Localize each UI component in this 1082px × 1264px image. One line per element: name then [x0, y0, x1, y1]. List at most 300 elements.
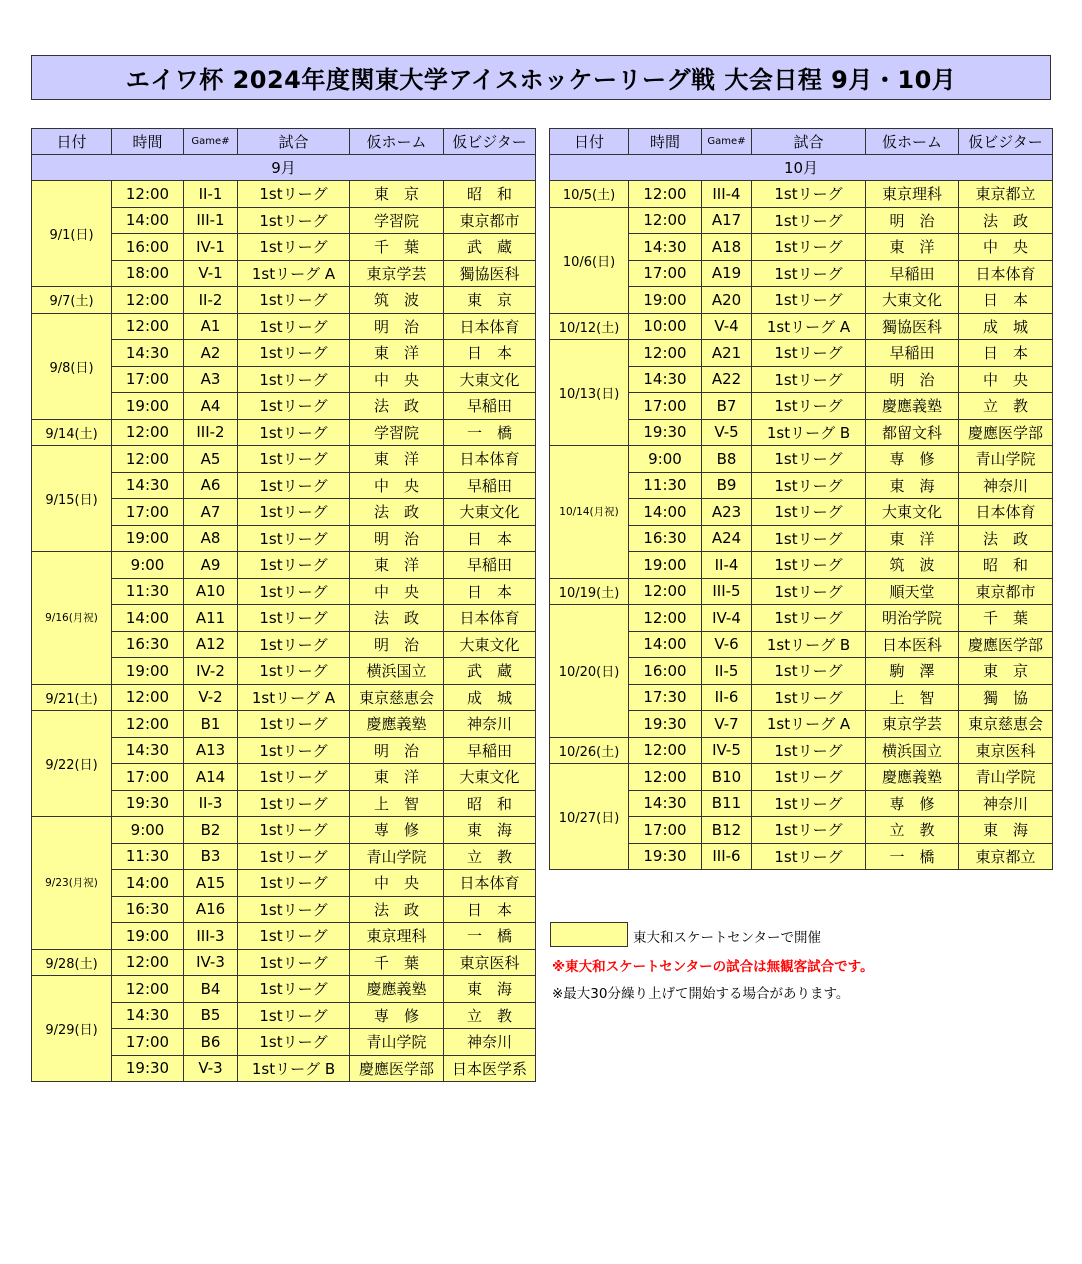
september-schedule-table — [31, 128, 536, 1082]
visitor-cell: 東京医科 — [444, 949, 536, 976]
visitor-cell: 大東文化 — [444, 631, 536, 658]
home-cell: 慶應義塾 — [866, 393, 959, 420]
match-cell: 1stリーグ — [752, 790, 866, 817]
table-row — [550, 605, 1053, 632]
match-cell: 1stリーグ B — [238, 1055, 350, 1082]
time-cell: 12:00 — [112, 446, 184, 473]
visitor-cell: 大東文化 — [444, 764, 536, 791]
game-cell: A11 — [184, 605, 238, 632]
visitor-cell: 東 京 — [444, 287, 536, 314]
game-cell: II-1 — [184, 181, 238, 208]
visitor-cell: 神奈川 — [959, 790, 1053, 817]
game-cell: III-2 — [184, 419, 238, 446]
time-cell: 16:30 — [629, 525, 702, 552]
table-row — [550, 207, 1053, 234]
time-cell: 12:00 — [629, 578, 702, 605]
visitor-cell: 青山学院 — [959, 446, 1053, 473]
match-cell: 1stリーグ — [238, 870, 350, 897]
visitor-cell: 中 央 — [959, 234, 1053, 261]
match-cell: 1stリーグ — [238, 234, 350, 261]
match-cell: 1stリーグ — [238, 340, 350, 367]
game-cell: A23 — [702, 499, 752, 526]
match-cell: 1stリーグ — [238, 552, 350, 579]
time-cell: 14:00 — [112, 870, 184, 897]
home-cell: 一 橋 — [866, 843, 959, 870]
home-cell: 東 海 — [866, 472, 959, 499]
match-cell: 1stリーグ — [238, 525, 350, 552]
home-cell: 東京理科 — [866, 181, 959, 208]
home-cell: 東京理科 — [350, 923, 444, 950]
header-date: 日付 — [32, 129, 112, 155]
home-cell: 法 政 — [350, 605, 444, 632]
match-cell: 1stリーグ — [752, 340, 866, 367]
header-game: Game# — [184, 129, 238, 155]
home-cell: 東京学芸 — [350, 260, 444, 287]
header-row — [550, 129, 1053, 155]
visitor-cell: 日 本 — [444, 340, 536, 367]
header-date: 日付 — [550, 129, 629, 155]
match-cell: 1stリーグ — [752, 525, 866, 552]
game-cell: A16 — [184, 896, 238, 923]
match-cell: 1stリーグ — [238, 817, 350, 844]
date-cell: 9/16(月祝) — [32, 552, 112, 685]
table-row — [550, 764, 1053, 791]
visitor-cell: 日本医学系 — [444, 1055, 536, 1082]
schedule-body — [550, 181, 1053, 870]
home-cell: 早稲田 — [866, 340, 959, 367]
time-cell: 11:30 — [629, 472, 702, 499]
game-cell: B2 — [184, 817, 238, 844]
home-cell: 慶應義塾 — [350, 976, 444, 1003]
visitor-cell: 慶應医学部 — [959, 419, 1053, 446]
home-cell: 横浜国立 — [350, 658, 444, 685]
match-cell: 1stリーグ — [238, 631, 350, 658]
visitor-cell: 昭 和 — [959, 552, 1053, 579]
visitor-cell: 東京都市 — [444, 207, 536, 234]
time-cell: 9:00 — [112, 817, 184, 844]
table-row — [550, 313, 1053, 340]
time-cell: 12:00 — [112, 684, 184, 711]
match-cell: 1stリーグ — [238, 976, 350, 1003]
time-cell: 17:00 — [112, 764, 184, 791]
time-cell: 10:00 — [629, 313, 702, 340]
home-cell: 明 治 — [866, 207, 959, 234]
match-cell: 1stリーグ — [238, 419, 350, 446]
match-cell: 1stリーグ — [752, 234, 866, 261]
time-cell: 14:00 — [112, 207, 184, 234]
date-cell: 10/13(日) — [550, 340, 629, 446]
home-cell: 駒 澤 — [866, 658, 959, 685]
table-row — [550, 181, 1053, 208]
match-cell: 1stリーグ — [238, 896, 350, 923]
time-cell: 16:30 — [112, 896, 184, 923]
match-cell: 1stリーグ — [238, 790, 350, 817]
game-cell: II-2 — [184, 287, 238, 314]
visitor-cell: 大東文化 — [444, 366, 536, 393]
home-cell: 立 教 — [866, 817, 959, 844]
home-cell: 東 洋 — [866, 234, 959, 261]
date-cell: 10/19(土) — [550, 578, 629, 605]
game-cell: A2 — [184, 340, 238, 367]
match-cell: 1stリーグ B — [752, 419, 866, 446]
home-cell: 上 智 — [866, 684, 959, 711]
home-cell: 中 央 — [350, 578, 444, 605]
home-cell: 大東文化 — [866, 499, 959, 526]
visitor-cell: 日 本 — [444, 896, 536, 923]
visitor-cell: 日本体育 — [444, 313, 536, 340]
game-cell: V-5 — [702, 419, 752, 446]
match-cell: 1stリーグ — [238, 578, 350, 605]
table-row — [32, 287, 536, 314]
home-cell: 法 政 — [350, 896, 444, 923]
match-cell: 1stリーグ — [238, 1002, 350, 1029]
match-cell: 1stリーグ A — [752, 711, 866, 738]
time-cell: 17:00 — [629, 260, 702, 287]
time-cell: 19:30 — [629, 843, 702, 870]
time-cell: 19:30 — [629, 711, 702, 738]
home-cell: 東 洋 — [866, 525, 959, 552]
legend-swatch — [550, 922, 628, 947]
table-row — [550, 737, 1053, 764]
time-cell: 11:30 — [112, 578, 184, 605]
time-cell: 12:00 — [629, 737, 702, 764]
table-row — [32, 419, 536, 446]
visitor-cell: 神奈川 — [444, 1029, 536, 1056]
match-cell: 1stリーグ — [238, 923, 350, 950]
date-cell: 9/1(日) — [32, 181, 112, 287]
game-cell: B4 — [184, 976, 238, 1003]
no-spectators-note: ※東大和スケートセンターの試合は無観客試合です。 — [552, 959, 874, 975]
time-cell: 19:00 — [112, 393, 184, 420]
visitor-cell: 千 葉 — [959, 605, 1053, 632]
visitor-cell: 東京都立 — [959, 843, 1053, 870]
date-cell: 9/14(土) — [32, 419, 112, 446]
table-row — [32, 684, 536, 711]
home-cell: 東京学芸 — [866, 711, 959, 738]
home-cell: 慶應医学部 — [350, 1055, 444, 1082]
visitor-cell: 昭 和 — [444, 790, 536, 817]
game-cell: A9 — [184, 552, 238, 579]
home-cell: 明 治 — [350, 737, 444, 764]
home-cell: 専 修 — [866, 446, 959, 473]
visitor-cell: 東京医科 — [959, 737, 1053, 764]
game-cell: A22 — [702, 366, 752, 393]
home-cell: 都留文科 — [866, 419, 959, 446]
date-cell: 10/14(月祝) — [550, 446, 629, 579]
home-cell: 専 修 — [350, 817, 444, 844]
match-cell: 1stリーグ — [752, 605, 866, 632]
time-cell: 14:30 — [112, 1002, 184, 1029]
visitor-cell: 日 本 — [959, 340, 1053, 367]
time-cell: 12:00 — [629, 605, 702, 632]
game-cell: B8 — [702, 446, 752, 473]
visitor-cell: 昭 和 — [444, 181, 536, 208]
date-cell: 10/5(土) — [550, 181, 629, 208]
game-cell: A6 — [184, 472, 238, 499]
visitor-cell: 東京都市 — [959, 578, 1053, 605]
home-cell: 法 政 — [350, 499, 444, 526]
time-cell: 17:00 — [629, 817, 702, 844]
game-cell: B10 — [702, 764, 752, 791]
match-cell: 1stリーグ — [238, 605, 350, 632]
visitor-cell: 大東文化 — [444, 499, 536, 526]
game-cell: V-2 — [184, 684, 238, 711]
home-cell: 明 治 — [350, 631, 444, 658]
home-cell: 早稲田 — [866, 260, 959, 287]
visitor-cell: 東京慈恵会 — [959, 711, 1053, 738]
time-cell: 12:00 — [112, 949, 184, 976]
visitor-cell: 東 海 — [444, 817, 536, 844]
home-cell: 中 央 — [350, 472, 444, 499]
home-cell: 日本医科 — [866, 631, 959, 658]
match-cell: 1stリーグ — [752, 684, 866, 711]
match-cell: 1stリーグ — [238, 843, 350, 870]
visitor-cell: 獨 協 — [959, 684, 1053, 711]
match-cell: 1stリーグ — [752, 817, 866, 844]
table-row — [550, 340, 1053, 367]
table-row — [32, 446, 536, 473]
visitor-cell: 青山学院 — [959, 764, 1053, 791]
date-cell: 9/28(土) — [32, 949, 112, 976]
match-cell: 1stリーグ — [238, 1029, 350, 1056]
time-cell: 14:30 — [629, 790, 702, 817]
home-cell: 上 智 — [350, 790, 444, 817]
game-cell: A15 — [184, 870, 238, 897]
table-row — [550, 578, 1053, 605]
visitor-cell: 武 蔵 — [444, 234, 536, 261]
visitor-cell: 東京都立 — [959, 181, 1053, 208]
match-cell: 1stリーグ — [752, 287, 866, 314]
visitor-cell: 日 本 — [444, 525, 536, 552]
visitor-cell: 日本体育 — [444, 605, 536, 632]
match-cell: 1stリーグ — [752, 552, 866, 579]
match-cell: 1stリーグ B — [752, 631, 866, 658]
visitor-cell: 日本体育 — [959, 260, 1053, 287]
home-cell: 大東文化 — [866, 287, 959, 314]
time-cell: 12:00 — [112, 287, 184, 314]
time-cell: 16:30 — [112, 631, 184, 658]
time-cell: 12:00 — [112, 419, 184, 446]
time-cell: 19:30 — [629, 419, 702, 446]
match-cell: 1stリーグ — [238, 366, 350, 393]
date-cell: 9/23(月祝) — [32, 817, 112, 950]
time-cell: 14:00 — [112, 605, 184, 632]
game-cell: V-1 — [184, 260, 238, 287]
date-cell: 9/8(日) — [32, 313, 112, 419]
time-cell: 16:00 — [629, 658, 702, 685]
home-cell: 東 洋 — [350, 552, 444, 579]
visitor-cell: 立 教 — [959, 393, 1053, 420]
visitor-cell: 日本体育 — [959, 499, 1053, 526]
game-cell: B9 — [702, 472, 752, 499]
match-cell: 1stリーグ — [238, 181, 350, 208]
time-cell: 12:00 — [629, 181, 702, 208]
visitor-cell: 一 橋 — [444, 923, 536, 950]
game-cell: A3 — [184, 366, 238, 393]
october-schedule-table — [549, 128, 1053, 870]
match-cell: 1stリーグ — [238, 393, 350, 420]
month-row — [32, 155, 536, 181]
month-label: 9月 — [32, 155, 536, 181]
home-cell: 法 政 — [350, 393, 444, 420]
home-cell: 東京慈恵会 — [350, 684, 444, 711]
match-cell: 1stリーグ — [752, 737, 866, 764]
header-game: Game# — [702, 129, 752, 155]
game-cell: A5 — [184, 446, 238, 473]
schedule-body — [32, 181, 536, 1082]
date-cell: 9/29(日) — [32, 976, 112, 1082]
time-cell: 19:30 — [112, 790, 184, 817]
match-cell: 1stリーグ — [752, 207, 866, 234]
time-cell: 19:00 — [629, 287, 702, 314]
table-row — [32, 949, 536, 976]
header-home: 仮ホーム — [866, 129, 959, 155]
match-cell: 1stリーグ — [238, 287, 350, 314]
match-cell: 1stリーグ — [238, 446, 350, 473]
date-cell: 10/12(土) — [550, 313, 629, 340]
home-cell: 千 葉 — [350, 949, 444, 976]
time-cell: 18:00 — [112, 260, 184, 287]
home-cell: 青山学院 — [350, 843, 444, 870]
time-cell: 14:30 — [629, 234, 702, 261]
time-cell: 12:00 — [112, 711, 184, 738]
time-cell: 12:00 — [629, 340, 702, 367]
match-cell: 1stリーグ — [752, 658, 866, 685]
visitor-cell: 日本体育 — [444, 870, 536, 897]
time-cell: 19:30 — [112, 1055, 184, 1082]
legend-text: 東大和スケートセンターで開催 — [633, 930, 822, 946]
visitor-cell: 獨協医科 — [444, 260, 536, 287]
time-cell: 17:30 — [629, 684, 702, 711]
match-cell: 1stリーグ — [238, 313, 350, 340]
home-cell: 東 京 — [350, 181, 444, 208]
date-cell: 10/20(日) — [550, 605, 629, 738]
game-cell: A21 — [702, 340, 752, 367]
header-match: 試合 — [752, 129, 866, 155]
match-cell: 1stリーグ — [238, 207, 350, 234]
match-cell: 1stリーグ — [238, 499, 350, 526]
home-cell: 青山学院 — [350, 1029, 444, 1056]
match-cell: 1stリーグ — [238, 949, 350, 976]
time-cell: 17:00 — [112, 499, 184, 526]
date-cell: 9/15(日) — [32, 446, 112, 552]
date-cell: 10/6(日) — [550, 207, 629, 313]
visitor-cell: 法 政 — [959, 207, 1053, 234]
home-cell: 獨協医科 — [866, 313, 959, 340]
game-cell: A7 — [184, 499, 238, 526]
month-row — [550, 155, 1053, 181]
time-cell: 17:00 — [112, 1029, 184, 1056]
game-cell: IV-2 — [184, 658, 238, 685]
time-cell: 14:30 — [112, 737, 184, 764]
visitor-cell: 早稲田 — [444, 393, 536, 420]
header-time: 時間 — [112, 129, 184, 155]
table-row — [32, 552, 536, 579]
game-cell: III-1 — [184, 207, 238, 234]
home-cell: 中 央 — [350, 870, 444, 897]
time-cell: 19:00 — [629, 552, 702, 579]
visitor-cell: 立 教 — [444, 843, 536, 870]
match-cell: 1stリーグ — [238, 711, 350, 738]
visitor-cell: 成 城 — [959, 313, 1053, 340]
time-cell: 17:00 — [629, 393, 702, 420]
game-cell: V-6 — [702, 631, 752, 658]
visitor-cell: 成 城 — [444, 684, 536, 711]
game-cell: B3 — [184, 843, 238, 870]
home-cell: 東 洋 — [350, 764, 444, 791]
time-cell: 11:30 — [112, 843, 184, 870]
game-cell: A12 — [184, 631, 238, 658]
match-cell: 1stリーグ — [752, 260, 866, 287]
home-cell: 横浜国立 — [866, 737, 959, 764]
game-cell: A13 — [184, 737, 238, 764]
time-cell: 19:00 — [112, 525, 184, 552]
start-time-note: ※最大30分繰り上げて開始する場合があります。 — [552, 986, 850, 1002]
time-cell: 14:30 — [112, 340, 184, 367]
time-cell: 12:00 — [112, 313, 184, 340]
visitor-cell: 早稲田 — [444, 737, 536, 764]
home-cell: 慶應義塾 — [866, 764, 959, 791]
match-cell: 1stリーグ — [238, 764, 350, 791]
home-cell: 明 治 — [350, 313, 444, 340]
visitor-cell: 早稲田 — [444, 472, 536, 499]
home-cell: 東 洋 — [350, 446, 444, 473]
match-cell: 1stリーグ A — [238, 260, 350, 287]
game-cell: B11 — [702, 790, 752, 817]
match-cell: 1stリーグ — [238, 658, 350, 685]
game-cell: II-5 — [702, 658, 752, 685]
visitor-cell: 日 本 — [444, 578, 536, 605]
time-cell: 16:00 — [112, 234, 184, 261]
game-cell: IV-4 — [702, 605, 752, 632]
home-cell: 明治学院 — [866, 605, 959, 632]
time-cell: 17:00 — [112, 366, 184, 393]
header-match: 試合 — [238, 129, 350, 155]
header-home: 仮ホーム — [350, 129, 444, 155]
table-row — [32, 313, 536, 340]
match-cell: 1stリーグ — [752, 393, 866, 420]
visitor-cell: 法 政 — [959, 525, 1053, 552]
date-cell: 10/27(日) — [550, 764, 629, 870]
game-cell: A24 — [702, 525, 752, 552]
match-cell: 1stリーグ A — [238, 684, 350, 711]
home-cell: 筑 波 — [350, 287, 444, 314]
game-cell: III-4 — [702, 181, 752, 208]
game-cell: A18 — [702, 234, 752, 261]
time-cell: 12:00 — [629, 764, 702, 791]
game-cell: A10 — [184, 578, 238, 605]
game-cell: B5 — [184, 1002, 238, 1029]
game-cell: II-3 — [184, 790, 238, 817]
visitor-cell: 神奈川 — [959, 472, 1053, 499]
date-cell: 10/26(土) — [550, 737, 629, 764]
date-cell: 9/22(日) — [32, 711, 112, 817]
time-cell: 19:00 — [112, 923, 184, 950]
game-cell: V-7 — [702, 711, 752, 738]
visitor-cell: 早稲田 — [444, 552, 536, 579]
match-cell: 1stリーグ — [752, 472, 866, 499]
game-cell: A1 — [184, 313, 238, 340]
home-cell: 専 修 — [866, 790, 959, 817]
match-cell: 1stリーグ — [752, 764, 866, 791]
visitor-cell: 武 蔵 — [444, 658, 536, 685]
game-cell: V-3 — [184, 1055, 238, 1082]
game-cell: A8 — [184, 525, 238, 552]
table-row — [32, 181, 536, 208]
match-cell: 1stリーグ A — [752, 313, 866, 340]
time-cell: 12:00 — [112, 181, 184, 208]
table-row — [550, 446, 1053, 473]
